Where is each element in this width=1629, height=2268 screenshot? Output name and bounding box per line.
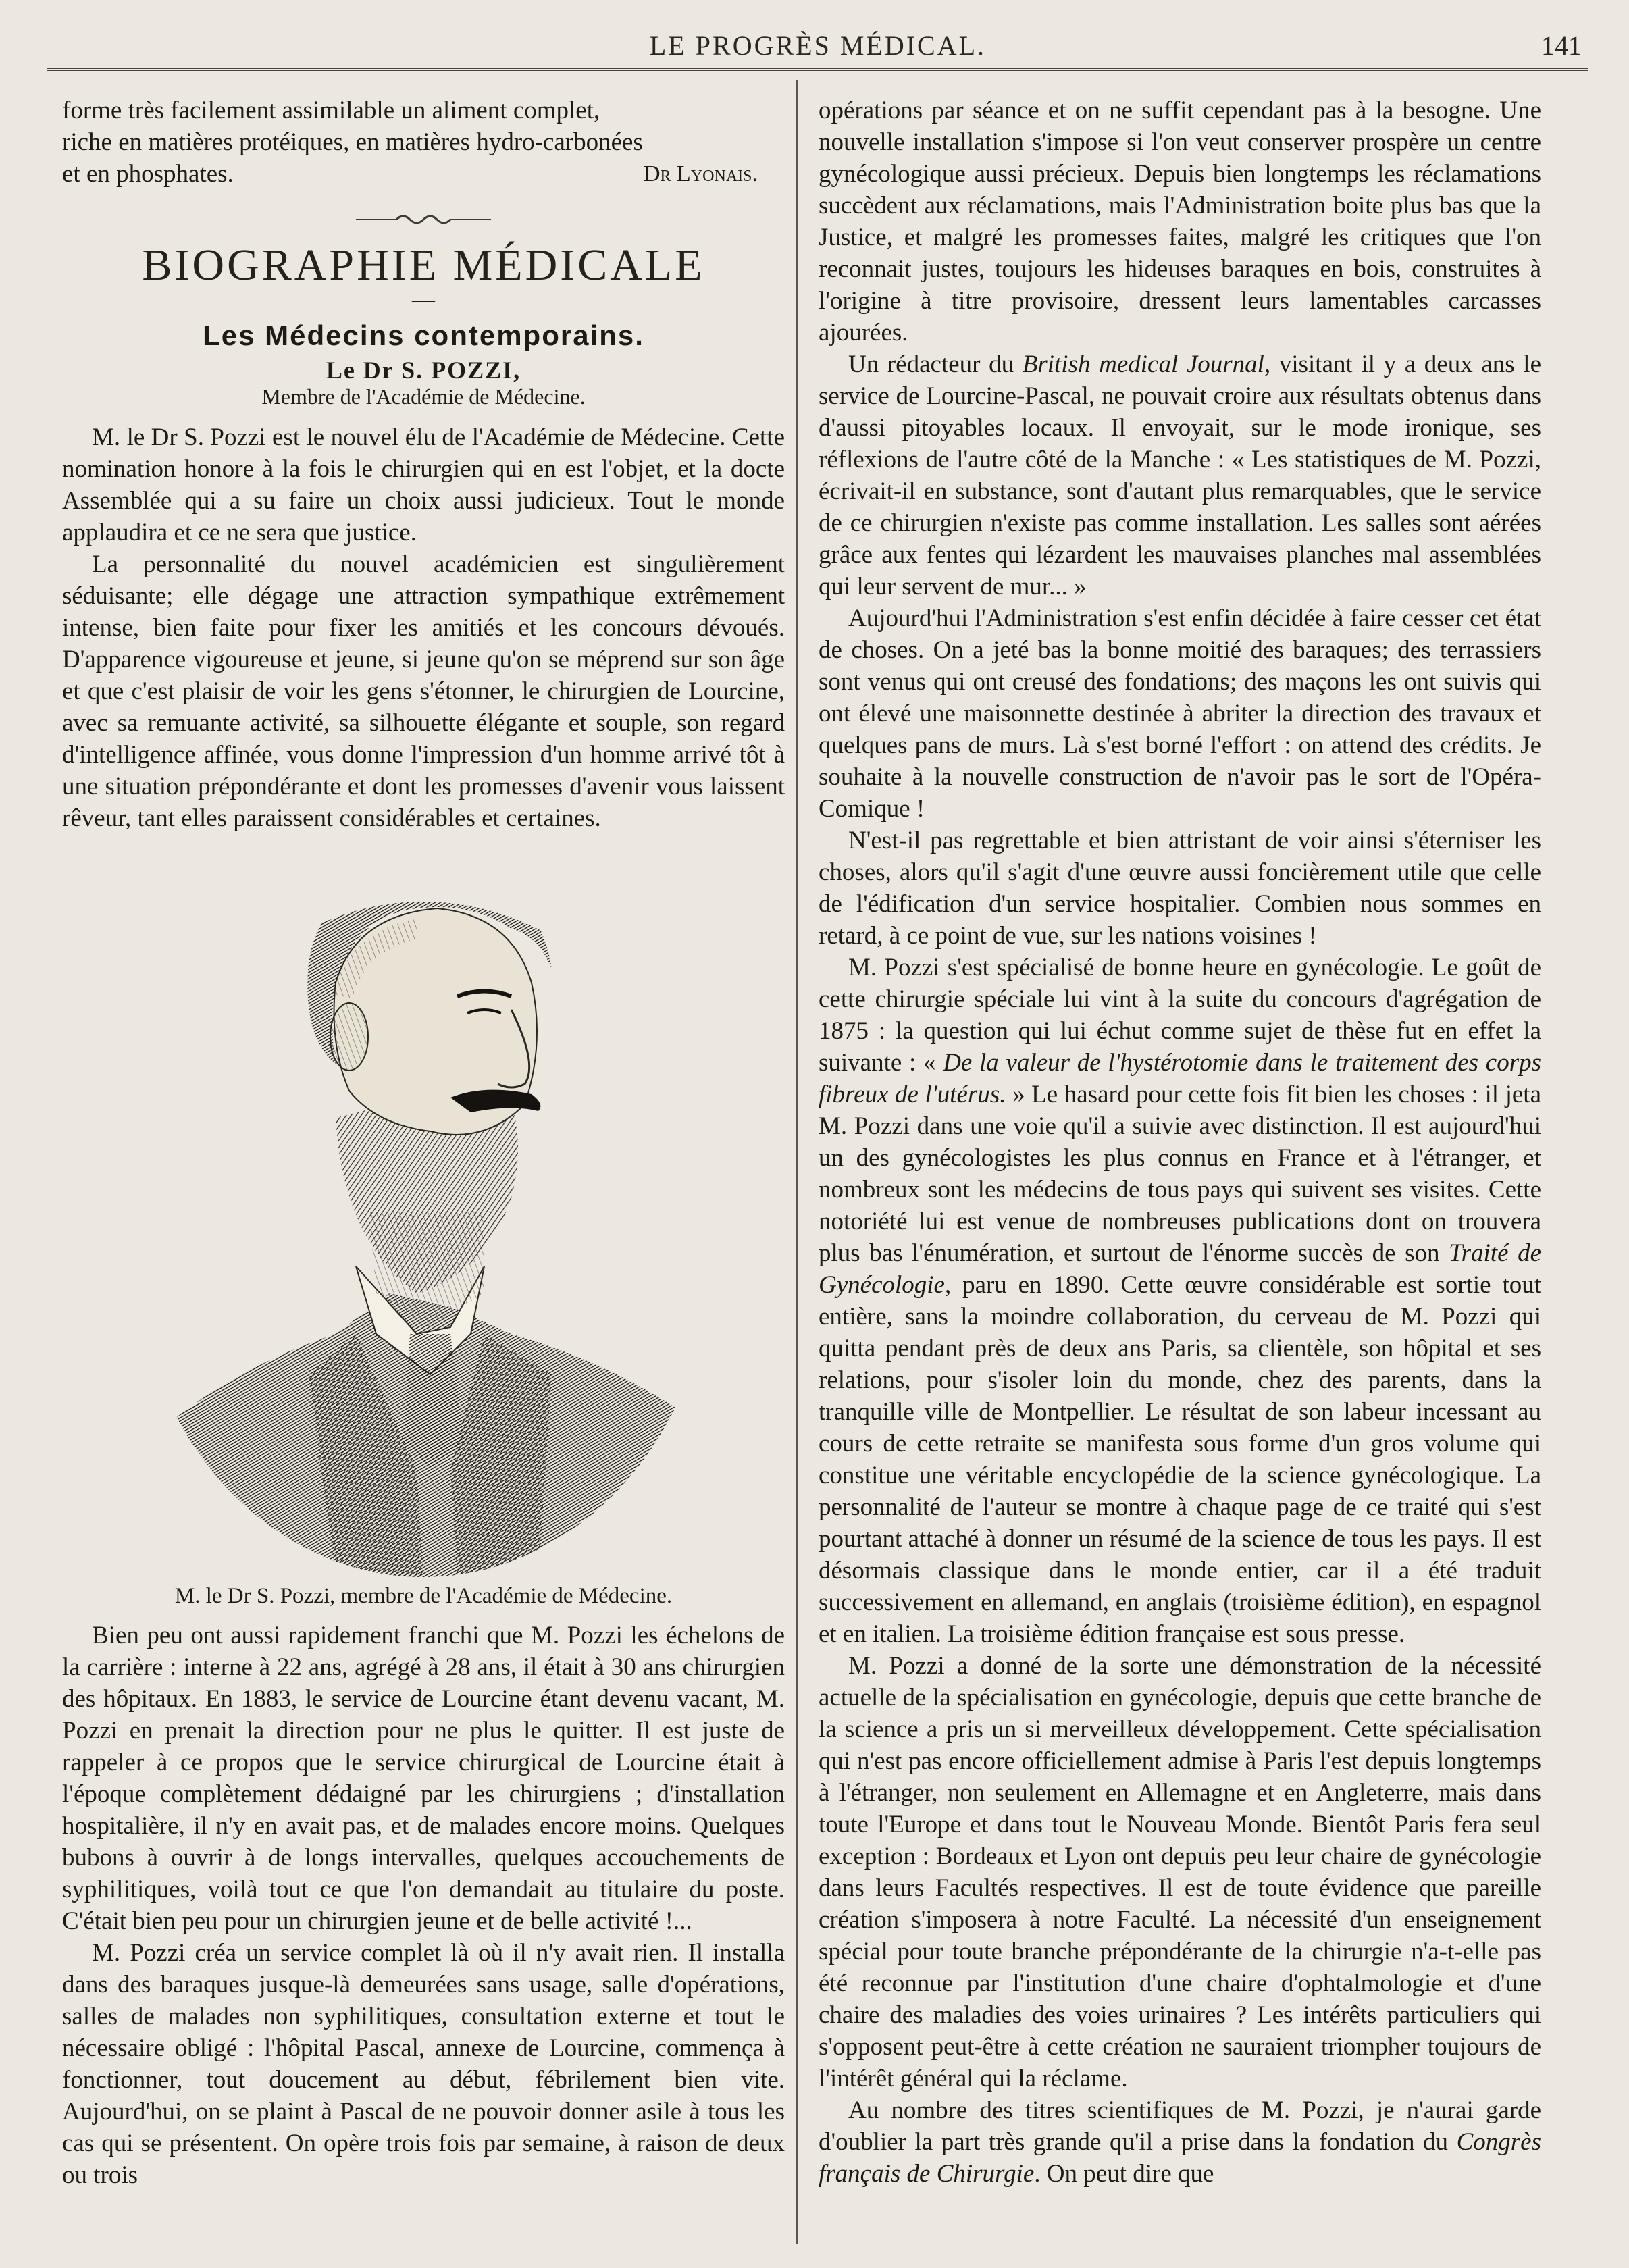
right-column bbox=[819, 95, 1541, 2190]
intro-last-line: et en phosphates. bbox=[62, 160, 234, 188]
right-paragraph-4: N'est-il pas regrettable et bien attristant de voir ainsi s'éterniser les choses, alors qu'il s'agit d'une œuvre aussi foncièrement utile que celle de l'édification d'un service hospitalier. Combien nous sommes en retard, à ce point de vue, sur les nations voisines ! bbox=[819, 827, 1541, 950]
right-paragraph-2-text-a: Un rédacteur du bbox=[848, 351, 1023, 378]
portrait-engraving bbox=[133, 861, 714, 1577]
intro-line-2: riche en matières protéiques, en matières hydro-carbonées bbox=[62, 128, 643, 156]
subject-name: Le Dr S. POZZI, bbox=[326, 357, 521, 384]
left-paragraph-1: M. le Dr S. Pozzi est le nouvel élu de l'Académie de Médecine. Cette nomination honore à la fois le chirurgien qui en est l'objet, et la docte Assemblée qui a su faire un choix aussi judicieux. Tout le monde applaudira et ce ne sera que justice. bbox=[62, 423, 785, 546]
title-dash: — bbox=[412, 287, 435, 312]
intro-line-1: forme très facilement assimilable un aliment complet, bbox=[62, 97, 600, 124]
left-paragraph-3: Bien peu ont aussi rapidement franchi que M. Pozzi les échelons de la carrière : interne à 22 ans, agrégé à 28 ans, il était à 30 ans chirurgien des hôpitaux. En 1883, le service de Lourcine étant devenu vacant, M. Pozzi en prenait la direction pour ne plus le quitter. Il est juste de rappeler à ce propos que le service chirurgical de Lourcine était à l'époque complètement dédaigné par les chirurgiens ; d'installation hospitalière, il n'y en avait pas, et de malades encore moins. Quelques bubons à ouvrir à de longs intervalles, quelques accouchements de syphilitiques, voilà tout ce que l'on demandait au titulaire du poste. C'était bien peu pour un chirurgien jeune et de belle activité !... bbox=[62, 1622, 785, 1935]
ornament-icon bbox=[356, 213, 491, 226]
signature: Dr Lyonais. bbox=[644, 161, 758, 186]
page-number: 141 bbox=[1541, 30, 1582, 61]
thesis-title: De la valeur de l'hystérotomie dans le traitement des corps fibreux de l'utérus. bbox=[819, 1049, 1541, 1108]
right-paragraph-2 bbox=[819, 349, 1541, 602]
left-column bbox=[62, 95, 785, 2191]
right-paragraph-5-text-a: M. Pozzi s'est spécialisé de bonne heure en gynécologie. Le goût de cette chirurgie spéciale lui vint à la suite du concours d'agrégation de 1875 : la question qui lui échut comme sujet de thèse fut en effet la suivante : « bbox=[819, 954, 1541, 1077]
portrait-image bbox=[133, 861, 714, 1577]
header-rule bbox=[47, 68, 1588, 71]
right-paragraph-5-text-b: » Le hasard pour cette fois fit bien les choses : il jeta M. Pozzi dans une voie qu'il a suivie avec distinction. Il est aujourd'hui un des gynécologistes les plus connus en France et à l'étranger, et nombreux sont les médecins de tous pays qui suivent ses visites. Cette notoriété lui est venue de nombreuses publications dont on trouvera plus bas l'énumération, et surtout de l'énorme succès de son bbox=[819, 1081, 1541, 1267]
left-paragraph-2: La personnalité du nouvel académicien est singulièrement séduisante; elle dégage une attraction sympathique extrêmement intense, bien faite pour fixer les amitiés et les concours dévoués. D'apparence vigoureuse et jeune, si jeune qu'on se méprend sur son âge et que c'est plaisir de voir les gens s'étonner, le chirurgien de Lourcine, avec sa remuante activité, sa silhouette élégante et souple, son regard d'intelligence affinée, vous donne l'impression d'un homme arrivé tôt à une situation prépondérante et dont les promesses d'avenir vous laissent rêveur, tant elles paraissent considérables et certaines. bbox=[62, 550, 785, 832]
congress-name: Congrès français de Chirurgie bbox=[819, 2128, 1541, 2188]
right-paragraph-3: Aujourd'hui l'Administration s'est enfin décidée à faire cesser cet état de choses. On a jeté bas la bonne moitié des baraques; des terrassiers sont venus qui ont creusé des fondations; des maçons les ont suivis qui ont élevé une maisonnette destinée à abriter la direction des travaux et quelques pans de murs. Là s'est borné l'effort : on attend des crédits. Je souhaite à la nouvelle construction de n'avoir pas le sort de l'Opéra-Comique ! bbox=[819, 604, 1541, 823]
right-paragraph-1: opérations par séance et on ne suffit cependant pas à la besogne. Une nouvelle installation s'impose si l'on veut conserver prospère un centre gynécologique aussi précieux. Depuis bien longtemps les réclamations succèdent aux réclamations, mais l'Administration boite plus bas que la Justice, et malgré les promesses faites, malgré les critiques que l'on reconnait justes, toujours les hideuses baraques en bois, construites à l'origine à titre provisoire, dressent leurs lamentables carcasses ajourées. bbox=[819, 97, 1541, 346]
right-paragraph-2-text-b: , visitant il y a deux ans le service de Lourcine-Pascal, ne pouvait croire aux résultats obtenus dans d'aussi pitoyables locaux. Il envoyait, sur le mode ironique, ses réflexions de l'autre côté de la Manche : « Les statistiques de M. Pozzi, écrivait-il en substance, sont d'autant plus remarquables, que le service de ce chirurgien n'existe pas comme installation. Les salles sont aérées grâce aux fentes qui lézardent les mauvaises planches mal assemblées qui leur servent de mur... » bbox=[819, 351, 1541, 600]
journal-name: British medical Journal bbox=[1022, 351, 1264, 378]
article-subtitle: Les Médecins contemporains. bbox=[203, 319, 644, 351]
right-paragraph-7-text-b: . On peut dire que bbox=[1034, 2160, 1214, 2188]
subject-role: Membre de l'Académie de Médecine. bbox=[261, 384, 586, 409]
column-divider bbox=[796, 80, 798, 2244]
ornament-divider bbox=[62, 210, 785, 232]
right-paragraph-7-text-a: Au nombre des titres scientifiques de M. Pozzi, je n'aurai garde d'oublier la part très grande qu'il a prise dans la fondation du bbox=[819, 2096, 1541, 2156]
right-paragraph-6: M. Pozzi a donné de la sorte une démonstration de la nécessité actuelle de la spécialisation en gynécologie, depuis que cette branche de la science a pris un si merveilleux développement. Cette spécialisation qui n'est pas encore officiellement admise à Paris l'est depuis longtemps à l'étranger, non seulement en Allemagne et en Angleterre, mais dans toute l'Europe et dans tout le Nouveau Monde. Bientôt Paris fera seul exception : Bordeaux et Lyon ont depuis peu leur chaire de gynécologie dans leurs Facultés respectives. Il est de toute évidence que pareille création s'imposera à notre Faculté. La nécessité d'un enseignement spécial pour toute branche prépondérante de la chirurgie n'a-t-elle pas été reconnue par l'institution d'une chaire d'ophtalmologie et d'une chaire des maladies des voies urinaires ? Les intérêts particuliers qui s'opposent peut-être à cette création ne sauraient triompher toujours de l'intérêt général qui la réclame. bbox=[819, 1652, 1541, 2092]
right-paragraph-7 bbox=[819, 2094, 1541, 2190]
running-header bbox=[47, 27, 1588, 68]
left-paragraph-4: M. Pozzi créa un service complet là où il n'y avait rien. Il installa dans des baraques jusque-là demeurées sans usage, salle d'opérations, salles de malades non syphilitiques, consultation externe et tout le nécessaire obligé : l'hôpital Pascal, annexe de Lourcine, commença à fonctionner, tout doucement au début, fébrilement bien vite. Aujourd'hui, on se plaint à Pascal de ne pouvoir donner asile à tous les cas qui se présentent. On opère trois fois par semaine, à raison de deux ou trois bbox=[62, 1939, 785, 2189]
treatise-title: Traité de Gynécologie bbox=[819, 1239, 1541, 1299]
right-paragraph-5-text-c: , paru en 1890. Cette œuvre considérable est sortie tout entière, sans la moindre collaboration, du cerveau de M. Pozzi qui quitta pendant près de deux ans Paris, sa clientèle, son hôpital et ses relations, pour s'isoler loin du monde, chez des parents, dans la tranquille ville de Montpellier. Le résultat de son labeur incessant au cours de cette retraite se manifesta sous forme d'un gros volume qui constitue une véritable encyclopédie de la science gynécologique. La personnalité de l'auteur se montre à chaque page de ce traité qui s'est pourtant attaché à donner un résumé de la science de tous les pays. Il est désormais classique dans le monde entier, car il a été traduit successivement en allemand, en anglais (troisième édition), en espagnol et en italien. La troisième édition française est sous presse. bbox=[819, 1271, 1541, 1648]
journal-title: LE PROGRÈS MÉDICAL. bbox=[649, 30, 987, 61]
section-title: BIOGRAPHIE MÉDICALE bbox=[142, 240, 705, 290]
portrait-caption: M. le Dr S. Pozzi, membre de l'Académie de Médecine. bbox=[174, 1584, 673, 1608]
right-paragraph-5 bbox=[819, 952, 1541, 1650]
